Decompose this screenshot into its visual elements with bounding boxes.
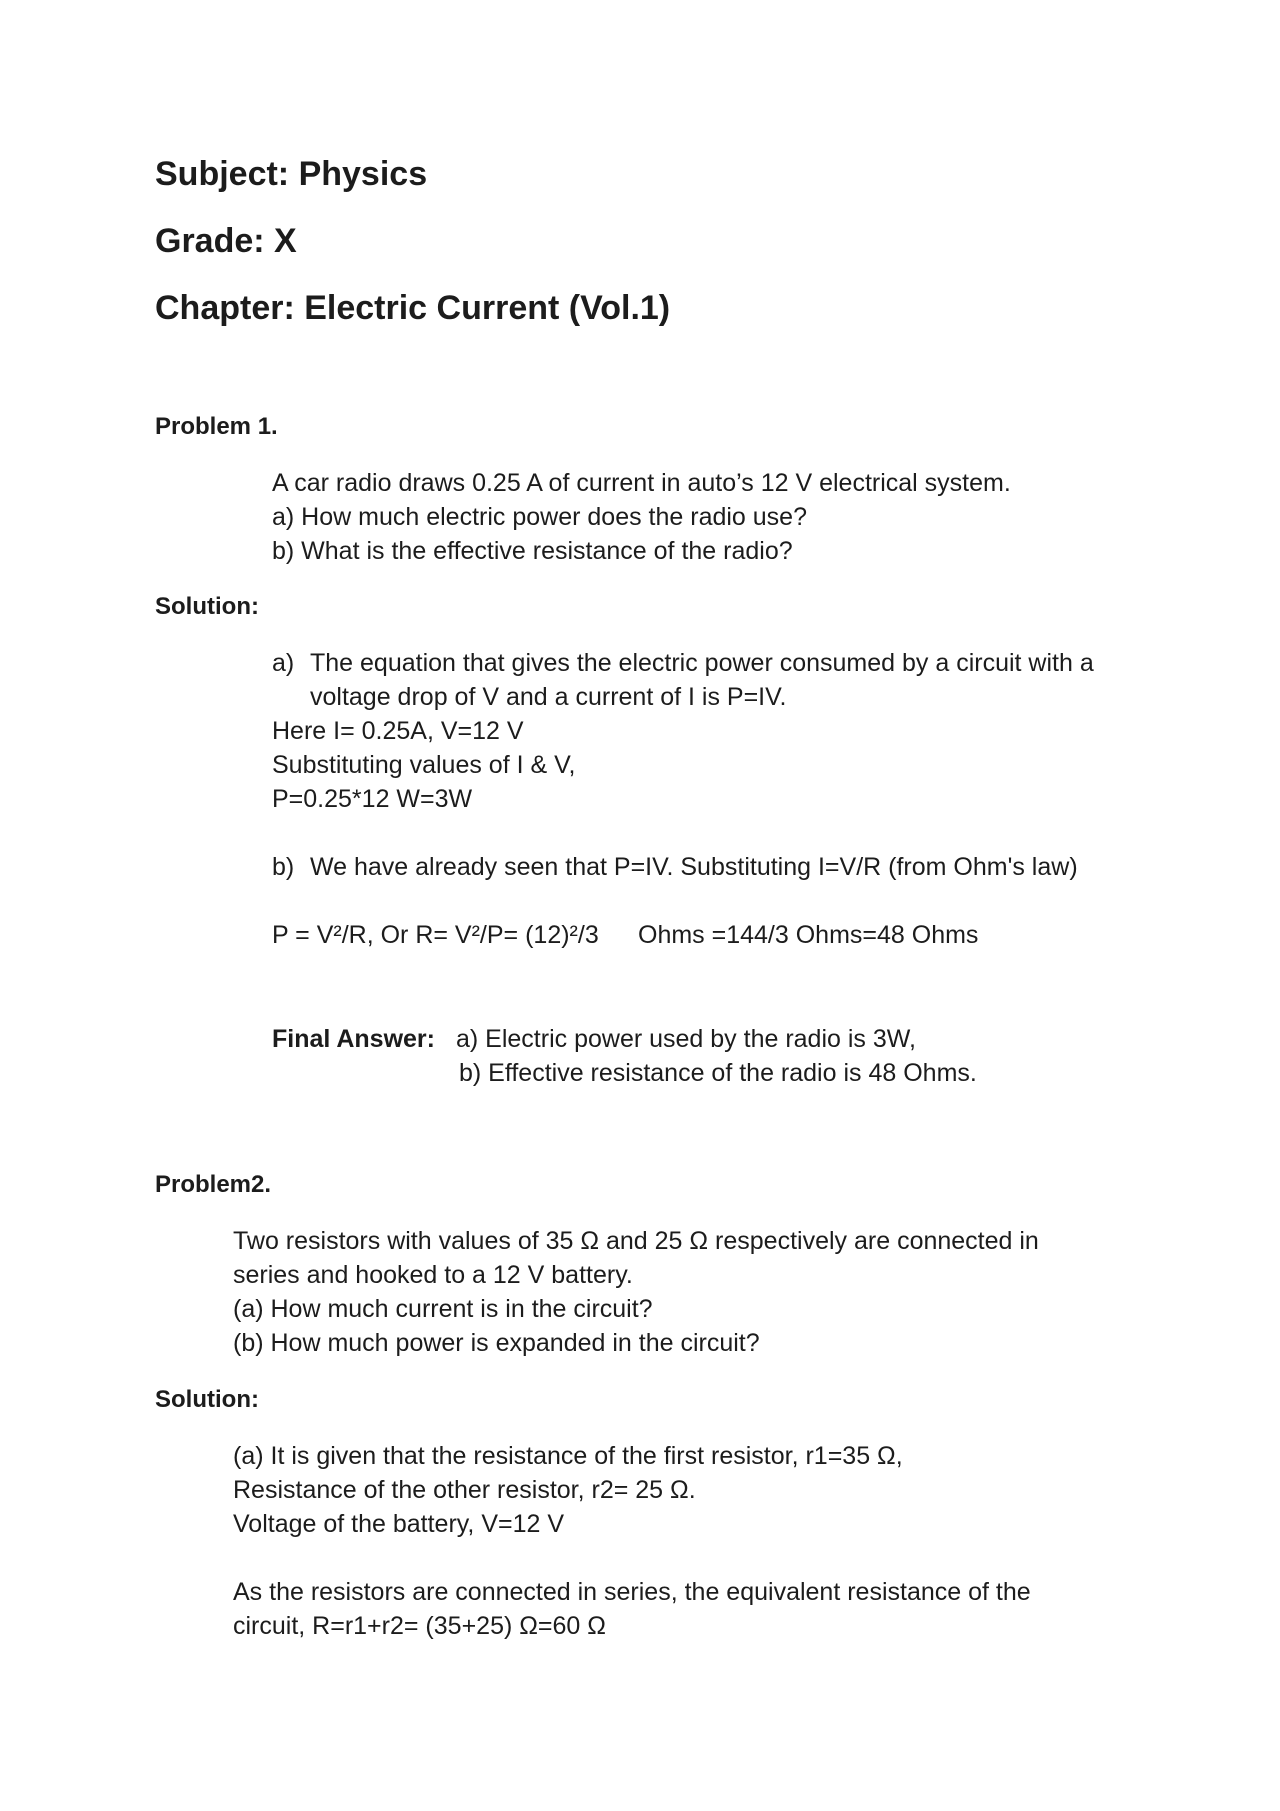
problem2-solution-label: Solution: (155, 1386, 259, 1413)
subject-heading: Subject: Physics (155, 155, 428, 193)
given-line: Substituting values of I & V, (272, 751, 576, 779)
problem2-title: Problem2. (155, 1171, 272, 1198)
series-line: As the resistors are connected in series, the equivalent resistance of the (233, 1578, 1031, 1606)
problem1-given (272, 714, 575, 816)
series-line: circuit, R=r1+r2= (35+25) Ω=60 Ω (233, 1612, 606, 1640)
given-line: (a) It is given that the resistance of the first resistor, r1=35 Ω, (233, 1442, 903, 1470)
problem1-formula-left: P = V²/R, Or R= V²/P= (12)²/3 (272, 921, 599, 949)
final-answer-label: Final Answer: (272, 1025, 435, 1053)
problem1-part-b-label: b) (272, 853, 295, 881)
part-a-line: The equation that gives the electric power consumed by a circuit with a (310, 649, 1094, 677)
question-line: a) How much electric power does the radio use? (272, 503, 807, 531)
question-line: (b) How much power is expanded in the circuit? (233, 1329, 760, 1357)
problem1-question (272, 466, 1011, 568)
given-line: Here I= 0.25A, V=12 V (272, 717, 524, 745)
given-line: P=0.25*12 W=3W (272, 785, 473, 813)
chapter-heading: Chapter: Electric Current (Vol.1) (155, 289, 671, 327)
problem1-part-b-text: We have already seen that P=IV. Substituting I=V/R (from Ohm's law) (310, 853, 1078, 881)
problem1-title: Problem 1. (155, 413, 278, 440)
grade-heading: Grade: X (155, 222, 297, 260)
given-line: Resistance of the other resistor, r2= 25 Ω. (233, 1476, 696, 1504)
question-line: (a) How much current is in the circuit? (233, 1295, 653, 1323)
question-line: series and hooked to a 12 V battery. (233, 1261, 633, 1289)
final-answer-b: b) Effective resistance of the radio is 48 Ohms. (459, 1059, 977, 1087)
final-answer-a: a) Electric power used by the radio is 3W, (456, 1025, 916, 1053)
given-line: Voltage of the battery, V=12 V (233, 1510, 565, 1538)
problem1-part-a-label: a) (272, 649, 295, 677)
part-a-line: voltage drop of V and a current of I is P=IV. (310, 683, 787, 711)
problem2-given (233, 1439, 903, 1541)
question-line: b) What is the effective resistance of the radio? (272, 537, 793, 565)
question-line: A car radio draws 0.25 A of current in auto’s 12 V electrical system. (272, 469, 1011, 497)
problem1-solution-label: Solution: (155, 593, 259, 620)
problem1-formula-right: Ohms =144/3 Ohms=48 Ohms (638, 921, 979, 949)
question-line: Two resistors with values of 35 Ω and 25 Ω respectively are connected in (233, 1227, 1039, 1255)
problem2-series (233, 1575, 1031, 1643)
problem1-part-a-text (310, 646, 1094, 714)
problem2-question (233, 1224, 1039, 1360)
